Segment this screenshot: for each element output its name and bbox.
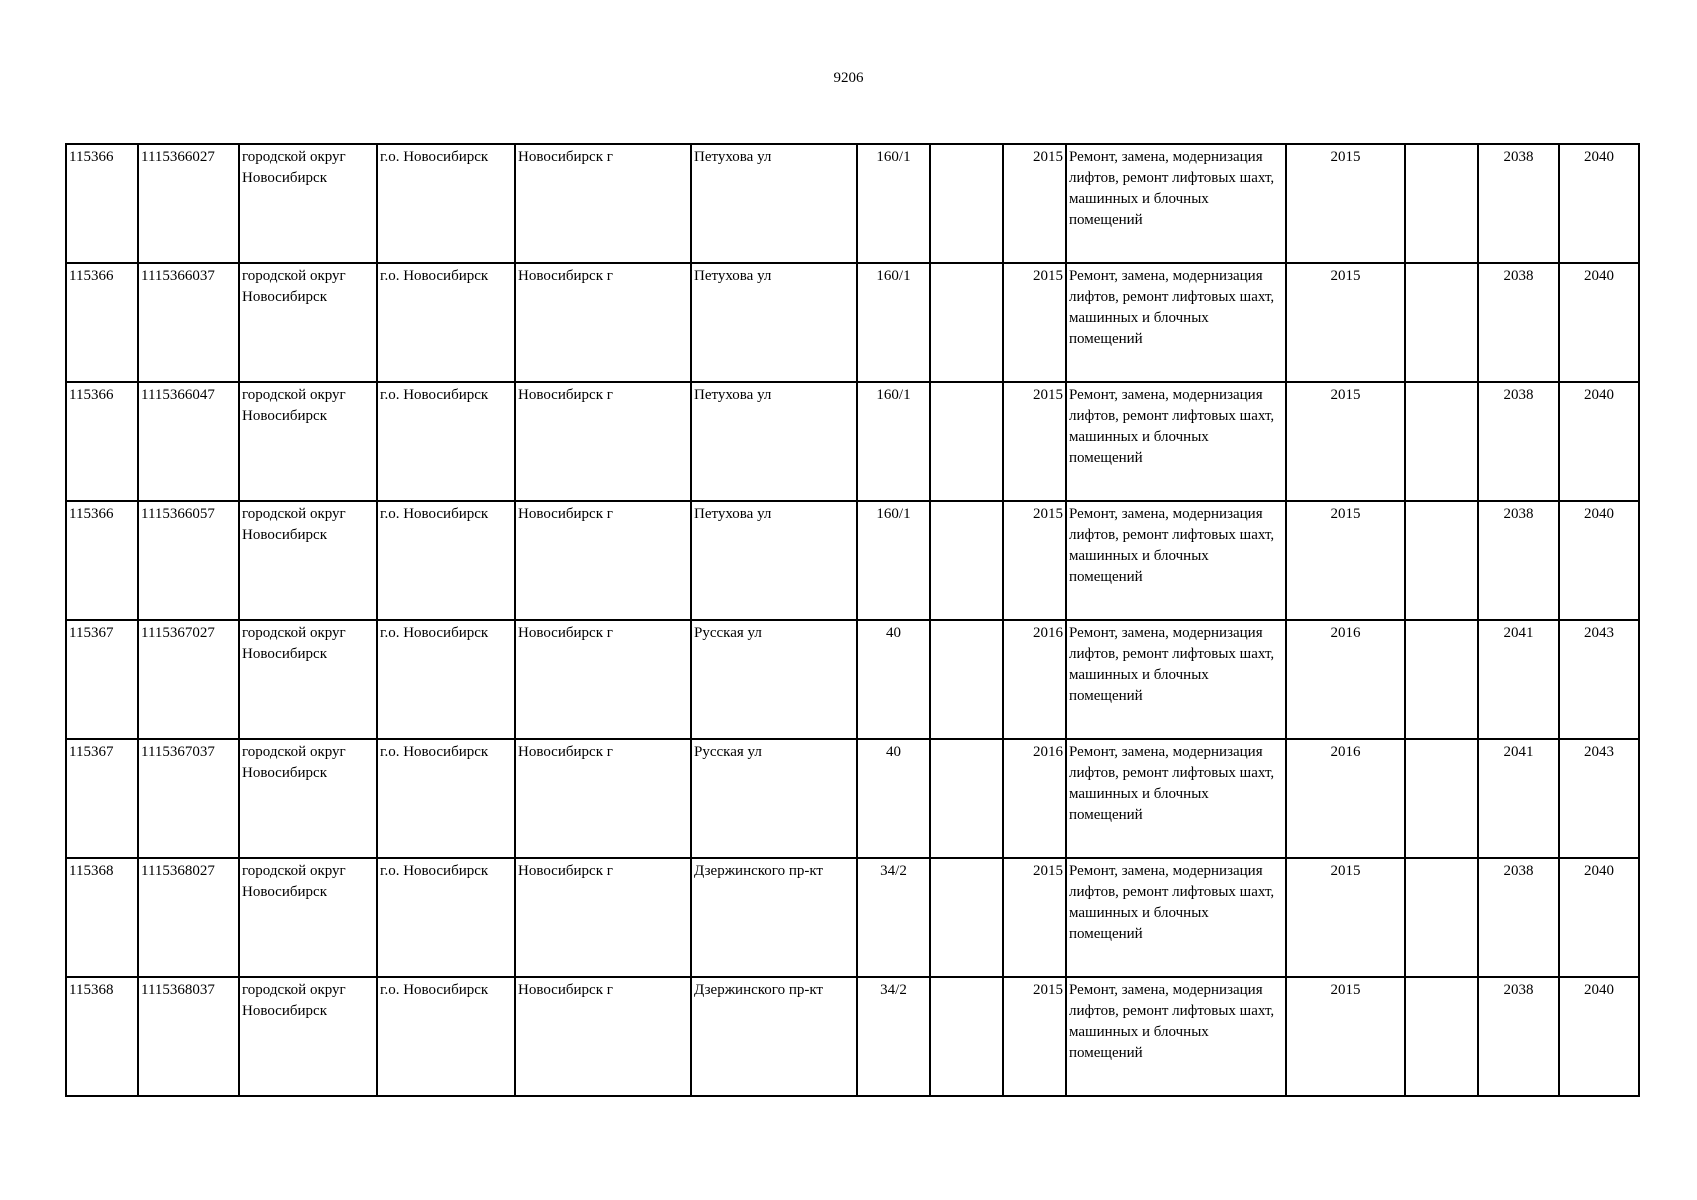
cell-next-year-from: 2038: [1478, 263, 1559, 382]
cell-street: Петухова ул: [691, 501, 857, 620]
cell-empty: [1405, 739, 1478, 858]
cell-object-code: 1115366027: [138, 144, 239, 263]
cell-next-year-from: 2038: [1478, 144, 1559, 263]
cell-building: [930, 501, 1003, 620]
table-row: [66, 620, 1639, 739]
cell-house-id: 115368: [66, 858, 138, 977]
cell-settlement: г.о. Новосибирск: [377, 263, 515, 382]
cell-street: Дзержинского пр-кт: [691, 858, 857, 977]
table-row: [66, 144, 1639, 263]
cell-municipality: городской округ Новосибирск: [239, 263, 377, 382]
cell-empty: [1405, 382, 1478, 501]
cell-next-year-to: 2040: [1559, 263, 1639, 382]
table-row: [66, 858, 1639, 977]
cell-planned-year: 2015: [1003, 501, 1066, 620]
cell-next-year-to: 2043: [1559, 620, 1639, 739]
cell-work-type: Ремонт, замена, модернизация лифтов, ремонт лифтовых шахт, машинных и блочных помещений: [1066, 144, 1286, 263]
cell-building: [930, 858, 1003, 977]
cell-next-year-from: 2038: [1478, 382, 1559, 501]
cell-work-type: Ремонт, замена, модернизация лифтов, ремонт лифтовых шахт, машинных и блочных помещений: [1066, 977, 1286, 1096]
cell-start-year: 2015: [1286, 144, 1405, 263]
registry-table: [65, 143, 1640, 1097]
cell-street: Петухова ул: [691, 382, 857, 501]
cell-house-id: 115366: [66, 382, 138, 501]
cell-house-number: 160/1: [857, 382, 930, 501]
cell-house-id: 115367: [66, 739, 138, 858]
cell-next-year-to: 2040: [1559, 977, 1639, 1096]
cell-next-year-from: 2038: [1478, 501, 1559, 620]
cell-planned-year: 2015: [1003, 144, 1066, 263]
cell-building: [930, 144, 1003, 263]
cell-house-id: 115368: [66, 977, 138, 1096]
cell-planned-year: 2016: [1003, 620, 1066, 739]
cell-settlement: г.о. Новосибирск: [377, 382, 515, 501]
cell-settlement: г.о. Новосибирск: [377, 739, 515, 858]
cell-planned-year: 2015: [1003, 263, 1066, 382]
cell-building: [930, 382, 1003, 501]
cell-next-year-from: 2041: [1478, 620, 1559, 739]
cell-house-number: 34/2: [857, 858, 930, 977]
cell-empty: [1405, 263, 1478, 382]
cell-locality: Новосибирск г: [515, 977, 691, 1096]
cell-building: [930, 977, 1003, 1096]
cell-municipality: городской округ Новосибирск: [239, 858, 377, 977]
cell-street: Дзержинского пр-кт: [691, 977, 857, 1096]
cell-municipality: городской округ Новосибирск: [239, 977, 377, 1096]
cell-locality: Новосибирск г: [515, 501, 691, 620]
cell-planned-year: 2015: [1003, 858, 1066, 977]
table-row: [66, 977, 1639, 1096]
cell-work-type: Ремонт, замена, модернизация лифтов, ремонт лифтовых шахт, машинных и блочных помещений: [1066, 858, 1286, 977]
cell-object-code: 1115367027: [138, 620, 239, 739]
cell-start-year: 2015: [1286, 501, 1405, 620]
cell-settlement: г.о. Новосибирск: [377, 858, 515, 977]
cell-house-number: 40: [857, 739, 930, 858]
cell-start-year: 2015: [1286, 977, 1405, 1096]
cell-empty: [1405, 144, 1478, 263]
cell-street: Петухова ул: [691, 144, 857, 263]
cell-house-number: 160/1: [857, 144, 930, 263]
cell-work-type: Ремонт, замена, модернизация лифтов, ремонт лифтовых шахт, машинных и блочных помещений: [1066, 263, 1286, 382]
cell-house-id: 115367: [66, 620, 138, 739]
cell-house-number: 160/1: [857, 501, 930, 620]
cell-building: [930, 263, 1003, 382]
cell-locality: Новосибирск г: [515, 620, 691, 739]
cell-settlement: г.о. Новосибирск: [377, 620, 515, 739]
cell-work-type: Ремонт, замена, модернизация лифтов, ремонт лифтовых шахт, машинных и блочных помещений: [1066, 501, 1286, 620]
cell-empty: [1405, 620, 1478, 739]
cell-work-type: Ремонт, замена, модернизация лифтов, ремонт лифтовых шахт, машинных и блочных помещений: [1066, 382, 1286, 501]
cell-planned-year: 2015: [1003, 977, 1066, 1096]
cell-next-year-to: 2040: [1559, 858, 1639, 977]
cell-start-year: 2015: [1286, 382, 1405, 501]
cell-building: [930, 620, 1003, 739]
cell-locality: Новосибирск г: [515, 144, 691, 263]
cell-planned-year: 2015: [1003, 382, 1066, 501]
cell-object-code: 1115366057: [138, 501, 239, 620]
cell-municipality: городской округ Новосибирск: [239, 620, 377, 739]
cell-work-type: Ремонт, замена, модернизация лифтов, ремонт лифтовых шахт, машинных и блочных помещений: [1066, 620, 1286, 739]
cell-house-number: 40: [857, 620, 930, 739]
cell-settlement: г.о. Новосибирск: [377, 144, 515, 263]
cell-next-year-to: 2040: [1559, 501, 1639, 620]
cell-object-code: 1115366047: [138, 382, 239, 501]
cell-house-number: 160/1: [857, 263, 930, 382]
cell-empty: [1405, 858, 1478, 977]
cell-locality: Новосибирск г: [515, 739, 691, 858]
cell-municipality: городской округ Новосибирск: [239, 144, 377, 263]
cell-object-code: 1115366037: [138, 263, 239, 382]
cell-start-year: 2015: [1286, 263, 1405, 382]
cell-locality: Новосибирск г: [515, 263, 691, 382]
cell-object-code: 1115367037: [138, 739, 239, 858]
table-body: [66, 144, 1639, 1096]
cell-next-year-to: 2043: [1559, 739, 1639, 858]
cell-start-year: 2016: [1286, 739, 1405, 858]
cell-empty: [1405, 977, 1478, 1096]
cell-empty: [1405, 501, 1478, 620]
cell-building: [930, 739, 1003, 858]
cell-municipality: городской округ Новосибирск: [239, 382, 377, 501]
cell-house-id: 115366: [66, 263, 138, 382]
cell-start-year: 2016: [1286, 620, 1405, 739]
cell-settlement: г.о. Новосибирск: [377, 501, 515, 620]
cell-work-type: Ремонт, замена, модернизация лифтов, ремонт лифтовых шахт, машинных и блочных помещений: [1066, 739, 1286, 858]
cell-street: Русская ул: [691, 620, 857, 739]
cell-locality: Новосибирск г: [515, 858, 691, 977]
cell-house-id: 115366: [66, 144, 138, 263]
table-row: [66, 739, 1639, 858]
cell-next-year-to: 2040: [1559, 382, 1639, 501]
cell-object-code: 1115368037: [138, 977, 239, 1096]
cell-next-year-from: 2041: [1478, 739, 1559, 858]
cell-next-year-from: 2038: [1478, 977, 1559, 1096]
cell-object-code: 1115368027: [138, 858, 239, 977]
cell-municipality: городской округ Новосибирск: [239, 739, 377, 858]
cell-locality: Новосибирск г: [515, 382, 691, 501]
cell-start-year: 2015: [1286, 858, 1405, 977]
table-row: [66, 501, 1639, 620]
cell-next-year-to: 2040: [1559, 144, 1639, 263]
cell-house-id: 115366: [66, 501, 138, 620]
cell-municipality: городской округ Новосибирск: [239, 501, 377, 620]
page-number: 9206: [833, 70, 864, 86]
table-row: [66, 263, 1639, 382]
cell-street: Русская ул: [691, 739, 857, 858]
cell-house-number: 34/2: [857, 977, 930, 1096]
cell-planned-year: 2016: [1003, 739, 1066, 858]
cell-street: Петухова ул: [691, 263, 857, 382]
cell-settlement: г.о. Новосибирск: [377, 977, 515, 1096]
table-row: [66, 382, 1639, 501]
cell-next-year-from: 2038: [1478, 858, 1559, 977]
